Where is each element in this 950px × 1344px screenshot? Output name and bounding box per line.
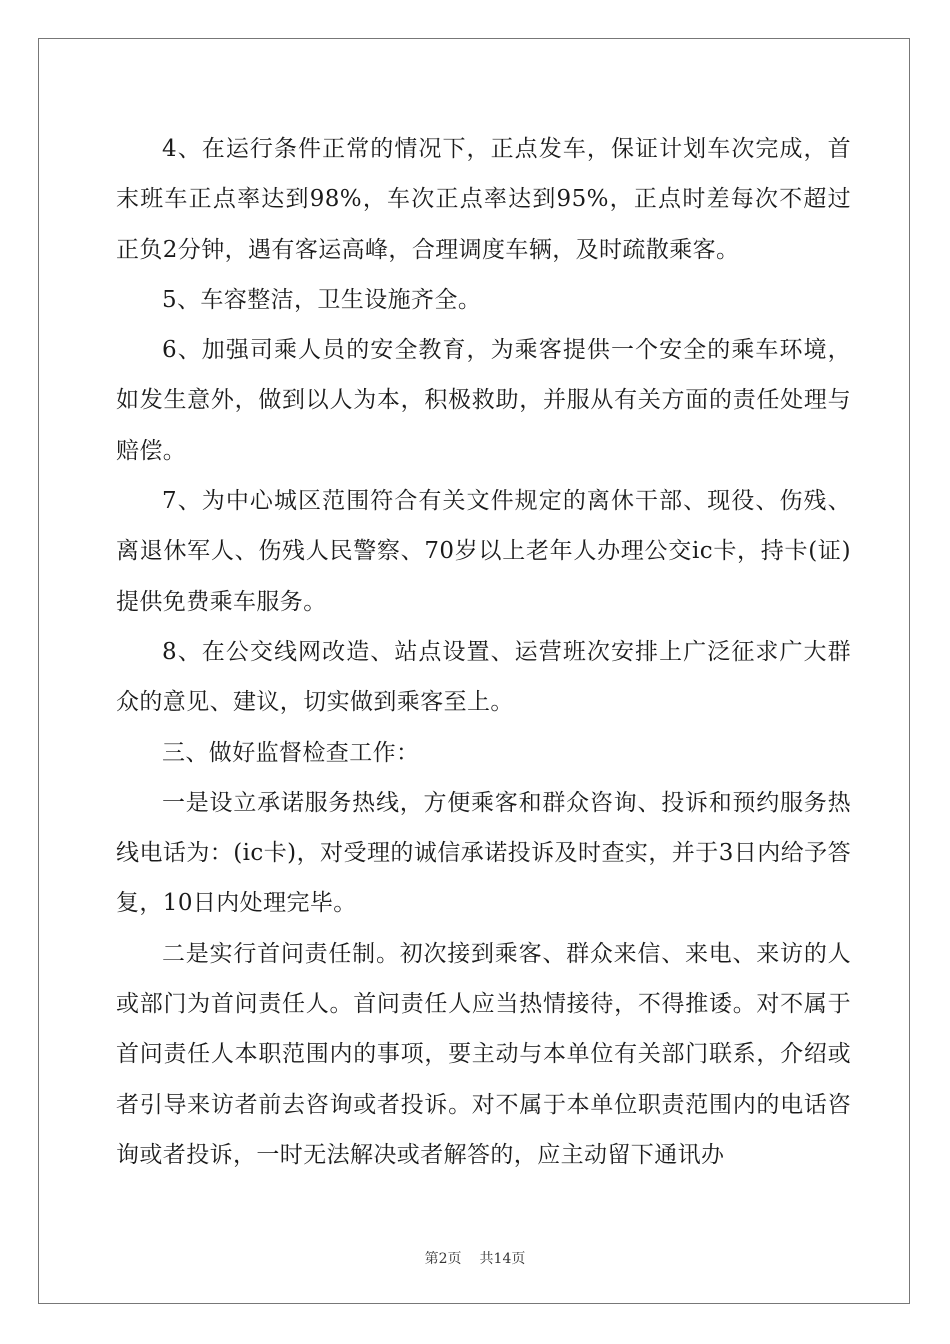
page-total: 共14页	[479, 1251, 526, 1267]
paragraph-4: 7、为中心城区范围符合有关文件规定的离休干部、现役、伤残、离退休军人、伤残人民警察、70岁以上老年人办理公交ic卡，持卡(证)提供免费乘车服务。	[116, 488, 851, 615]
page-number: 第2页	[424, 1251, 462, 1267]
paragraph-5: 8、在公交线网改造、站点设置、运营班次安排上广泛征求广大群众的意见、建议，切实做到乘客至上。	[116, 638, 851, 716]
section-heading: 三、做好监督检查工作：	[162, 739, 420, 766]
paragraph-6: 一是设立承诺服务热线，方便乘客和群众咨询、投诉和预约服务热线电话为：(ic卡)，对受理的诚信承诺投诉及时查实，并于3日内给予答复，10日内处理完毕。	[116, 789, 851, 917]
paragraph-3: 6、加强司乘人员的安全教育，为乘客提供一个安全的乘车环境，如发生意外，做到以人为本，积极救助，并服从有关方面的责任处理与赔偿。	[116, 337, 851, 464]
page-footer	[0, 1248, 950, 1268]
paragraph-1: 4、在运行条件正常的情况下，正点发车，保证计划车次完成，首末班车正点率达到98%，车次正点率达到95%，正点时差每次不超过正负2分钟，遇有客运高峰，合理调度车辆，及时疏散乘客。	[116, 136, 851, 263]
paragraph-7: 二是实行首问责任制。初次接到乘客、群众来信、来电、来访的人或部门为首问责任人。首问责任人应当热情接待，不得推诿。对不属于首问责任人本职范围内的事项，要主动与本单位有关部门联系，介绍或者引导来访者前去咨询或者投诉。对不属于本单位职责范围内的电话咨询或者投诉，一时无法解决或者解答的，应主动留下通讯办	[116, 940, 851, 1168]
document-body	[116, 124, 851, 1180]
paragraph-2: 5、车容整洁，卫生设施齐全。	[162, 286, 482, 313]
